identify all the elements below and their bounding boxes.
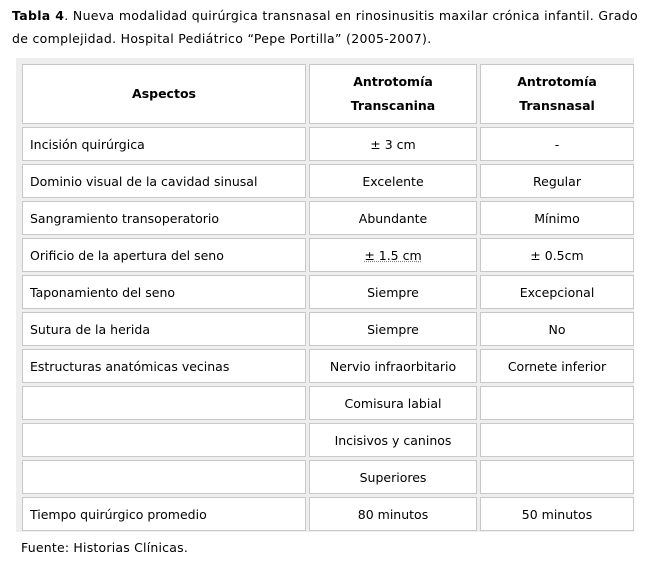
cell-transnasal: Mínimo — [480, 201, 634, 235]
header-row — [22, 64, 634, 124]
cell-transcanina: Comisura labial — [309, 386, 477, 420]
cell-aspect — [22, 423, 306, 457]
table-row — [22, 497, 634, 531]
header-transcanina — [309, 64, 477, 124]
cell-aspect: Incisión quirúrgica — [22, 127, 306, 161]
cell-aspect: Estructuras anatómicas vecinas — [22, 349, 306, 383]
caption-label: Tabla 4 — [12, 8, 65, 23]
cell-aspect: Orificio de la apertura del seno — [22, 238, 306, 272]
table-caption — [12, 4, 638, 50]
table-row — [22, 386, 634, 420]
caption-text: . Nueva modalidad quirúrgica transnasal en rinosinusitis maxilar crónica infantil. Grado de complejidad. Hospital Pediátrico “Pepe Portilla” (2005-2007). — [12, 8, 638, 46]
cell-aspect — [22, 386, 306, 420]
cell-transcanina — [309, 238, 477, 272]
cell-transnasal — [480, 386, 634, 420]
header-transnasal-line2: Transnasal — [519, 98, 595, 113]
cell-transnasal: No — [480, 312, 634, 346]
cell-transcanina: Nervio infraorbitario — [309, 349, 477, 383]
cell-transcanina: ± 3 cm — [309, 127, 477, 161]
header-transcanina-line1: Antrotomía — [353, 74, 433, 89]
table-row — [22, 201, 634, 235]
table-row — [22, 127, 634, 161]
cell-transnasal: Cornete inferior — [480, 349, 634, 383]
table-row — [22, 164, 634, 198]
table-row — [22, 349, 634, 383]
cell-transcanina: Incisivos y caninos — [309, 423, 477, 457]
cell-transnasal: ± 0.5cm — [480, 238, 634, 272]
header-transnasal — [480, 64, 634, 124]
cell-aspect: Sangramiento transoperatorio — [22, 201, 306, 235]
table-row — [22, 460, 634, 494]
cell-transnasal — [480, 423, 634, 457]
cell-transcanina: Superiores — [309, 460, 477, 494]
cell-transcanina: 80 minutos — [309, 497, 477, 531]
cell-transnasal: Regular — [480, 164, 634, 198]
cell-transcanina: Excelente — [309, 164, 477, 198]
table-row — [22, 423, 634, 457]
table-frame — [16, 58, 634, 532]
cell-aspect — [22, 460, 306, 494]
cell-aspect: Tiempo quirúrgico promedio — [22, 497, 306, 531]
table-row — [22, 238, 634, 272]
table-row — [22, 275, 634, 309]
header-transnasal-line1: Antrotomía — [517, 74, 597, 89]
cell-transnasal: Excepcional — [480, 275, 634, 309]
cell-transcanina-value: ± 1.5 cm — [364, 247, 422, 263]
cell-transnasal: - — [480, 127, 634, 161]
source-note: Fuente: Historias Clínicas. — [21, 540, 188, 555]
cell-transnasal — [480, 460, 634, 494]
cell-aspect: Taponamiento del seno — [22, 275, 306, 309]
cell-transnasal: 50 minutos — [480, 497, 634, 531]
cell-transcanina: Siempre — [309, 275, 477, 309]
header-aspectos: Aspectos — [22, 64, 306, 124]
cell-aspect: Dominio visual de la cavidad sinusal — [22, 164, 306, 198]
cell-transcanina: Siempre — [309, 312, 477, 346]
cell-transcanina: Abundante — [309, 201, 477, 235]
table-row — [22, 312, 634, 346]
header-transcanina-line2: Transcanina — [350, 98, 436, 113]
cell-aspect: Sutura de la herida — [22, 312, 306, 346]
comparison-table — [19, 61, 637, 534]
